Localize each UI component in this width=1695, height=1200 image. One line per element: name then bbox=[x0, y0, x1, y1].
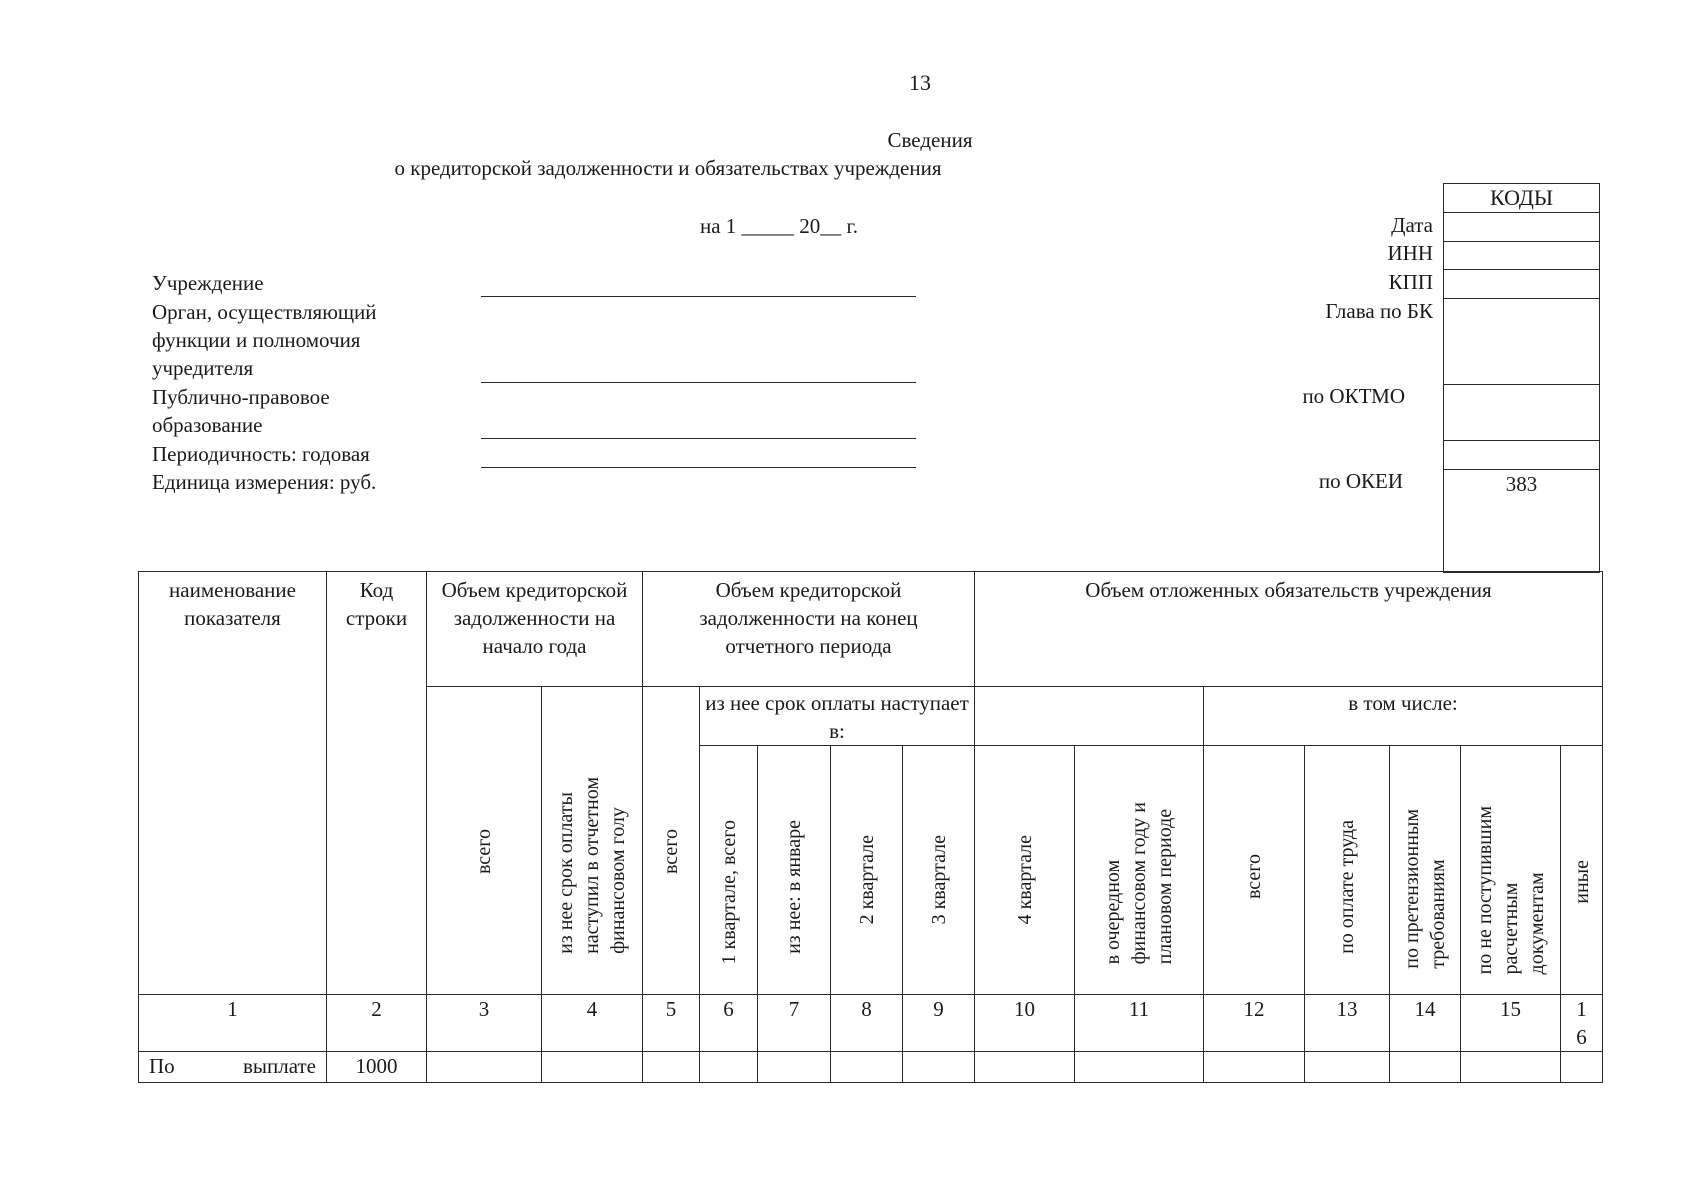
row-payment-name-b: выплате bbox=[242, 1054, 316, 1078]
code-inn-label: ИНН bbox=[1387, 241, 1433, 265]
header-name: наименование показателя bbox=[139, 572, 327, 995]
row-payment-code: 1000 bbox=[327, 1052, 427, 1083]
col-number-15: 15 bbox=[1461, 995, 1561, 1052]
header-c10: 4 квартале bbox=[975, 746, 1075, 995]
header-c9: 3 квартале bbox=[903, 746, 975, 995]
cell-r1-c14[interactable] bbox=[1390, 1052, 1461, 1083]
header-c7: из нее: в январе bbox=[758, 746, 831, 995]
okei-value: 383 bbox=[1505, 472, 1538, 496]
header-c6: 1 квартале, всего bbox=[700, 746, 758, 995]
header-c13: по оплате труда bbox=[1305, 746, 1390, 995]
col-number-6: 6 bbox=[700, 995, 758, 1052]
cell-r1-c7[interactable] bbox=[758, 1052, 831, 1083]
document-title: Сведения bbox=[887, 128, 973, 152]
header-due-in: из нее срок оплаты наступает в: bbox=[700, 687, 975, 746]
col-number-11: 11 bbox=[1075, 995, 1204, 1052]
header-c5: всего bbox=[643, 687, 700, 995]
code-chapter-cell[interactable] bbox=[1444, 299, 1599, 385]
header-c14: по претензионным требованиям bbox=[1390, 746, 1461, 995]
public-entity-field[interactable] bbox=[481, 438, 916, 439]
cell-r1-c5[interactable] bbox=[643, 1052, 700, 1083]
founder-label-1: Орган, осуществляющий bbox=[152, 300, 377, 324]
page-number: 13 bbox=[909, 70, 931, 95]
cell-r1-c12[interactable] bbox=[1204, 1052, 1305, 1083]
code-okei-label: по ОКЕИ bbox=[1318, 469, 1403, 493]
col-number-12: 12 bbox=[1204, 995, 1305, 1052]
cell-r1-c8[interactable] bbox=[831, 1052, 903, 1083]
header-c4: из нее срок оплаты наступил в отчетном финансовом голу bbox=[542, 687, 643, 995]
header-blank bbox=[975, 687, 1204, 746]
header-deferred: Объем отложенных обязательств учреждения bbox=[975, 572, 1603, 687]
code-kpp-label: КПП bbox=[1388, 270, 1433, 294]
public-entity-label-1: Публично-правовое bbox=[152, 385, 330, 409]
header-c8: 2 квартале bbox=[831, 746, 903, 995]
cell-r1-c13[interactable] bbox=[1305, 1052, 1390, 1083]
cell-r1-c16[interactable] bbox=[1561, 1052, 1603, 1083]
col-number-5: 5 bbox=[643, 995, 700, 1052]
liabilities-table bbox=[138, 571, 1603, 1083]
unit-label: Единица измерения: руб. bbox=[152, 470, 377, 494]
cell-r1-c6[interactable] bbox=[700, 1052, 758, 1083]
code-date-label: Дата bbox=[1391, 213, 1433, 237]
col-number-13: 13 bbox=[1305, 995, 1390, 1052]
header-c11: в очередном финансовом году и плановом периоде bbox=[1075, 746, 1204, 995]
col-number-2: 2 bbox=[327, 995, 427, 1052]
header-c16: иные bbox=[1561, 746, 1603, 995]
cell-r1-c15[interactable] bbox=[1461, 1052, 1561, 1083]
cell-r1-c9[interactable] bbox=[903, 1052, 975, 1083]
header-including: в том числе: bbox=[1204, 687, 1603, 746]
code-okei-cell bbox=[1444, 470, 1599, 570]
header-c15: по не поступившим расчетным документам bbox=[1461, 746, 1561, 995]
code-oktmo-label: по ОКТМО bbox=[1302, 384, 1405, 408]
founder-label-2: функции и полномочия bbox=[152, 328, 361, 352]
header-code: Код строки bbox=[327, 572, 427, 995]
code-blank-cell[interactable] bbox=[1444, 441, 1599, 470]
header-end-volume: Объем кредиторской задолженности на конец отчетного периода bbox=[643, 572, 975, 687]
cell-r1-c3[interactable] bbox=[427, 1052, 542, 1083]
col-number-16: 1 6 bbox=[1561, 995, 1603, 1052]
code-oktmo-cell[interactable] bbox=[1444, 385, 1599, 441]
col-number-7: 7 bbox=[758, 995, 831, 1052]
cell-r1-c11[interactable] bbox=[1075, 1052, 1204, 1083]
founder-label-3: учредителя bbox=[152, 356, 254, 380]
codes-header: КОДЫ bbox=[1444, 184, 1599, 213]
periodicity-label: Периодичность: годовая bbox=[152, 442, 370, 466]
row-payment-name bbox=[139, 1052, 327, 1083]
code-inn-cell[interactable] bbox=[1444, 242, 1599, 270]
header-start-volume: Объем кредиторской задолженности на начало года bbox=[427, 572, 643, 687]
code-date-cell[interactable] bbox=[1444, 213, 1599, 242]
date-line: на 1 _____ 20__ г. bbox=[700, 214, 859, 238]
code-chapter-label: Глава по БК bbox=[1325, 299, 1433, 323]
col-number-9: 9 bbox=[903, 995, 975, 1052]
col-number-8: 8 bbox=[831, 995, 903, 1052]
code-kpp-cell[interactable] bbox=[1444, 270, 1599, 299]
institution-field[interactable] bbox=[481, 296, 916, 297]
col-number-1: 1 bbox=[139, 995, 327, 1052]
col-number-3: 3 bbox=[427, 995, 542, 1052]
institution-label: Учреждение bbox=[152, 271, 264, 295]
col-number-4: 4 bbox=[542, 995, 643, 1052]
codes-box bbox=[1443, 183, 1600, 573]
col-number-10: 10 bbox=[975, 995, 1075, 1052]
header-c3: всего bbox=[427, 687, 542, 995]
col-number-14: 14 bbox=[1390, 995, 1461, 1052]
periodicity-field[interactable] bbox=[481, 467, 916, 468]
document-subtitle: о кредиторской задолженности и обязательствах учреждения bbox=[394, 156, 942, 180]
row-payment-name-a: По bbox=[149, 1054, 175, 1078]
founder-field[interactable] bbox=[481, 382, 916, 383]
cell-r1-c10[interactable] bbox=[975, 1052, 1075, 1083]
cell-r1-c4[interactable] bbox=[542, 1052, 643, 1083]
header-c12: всего bbox=[1204, 746, 1305, 995]
public-entity-label-2: образование bbox=[152, 413, 263, 437]
